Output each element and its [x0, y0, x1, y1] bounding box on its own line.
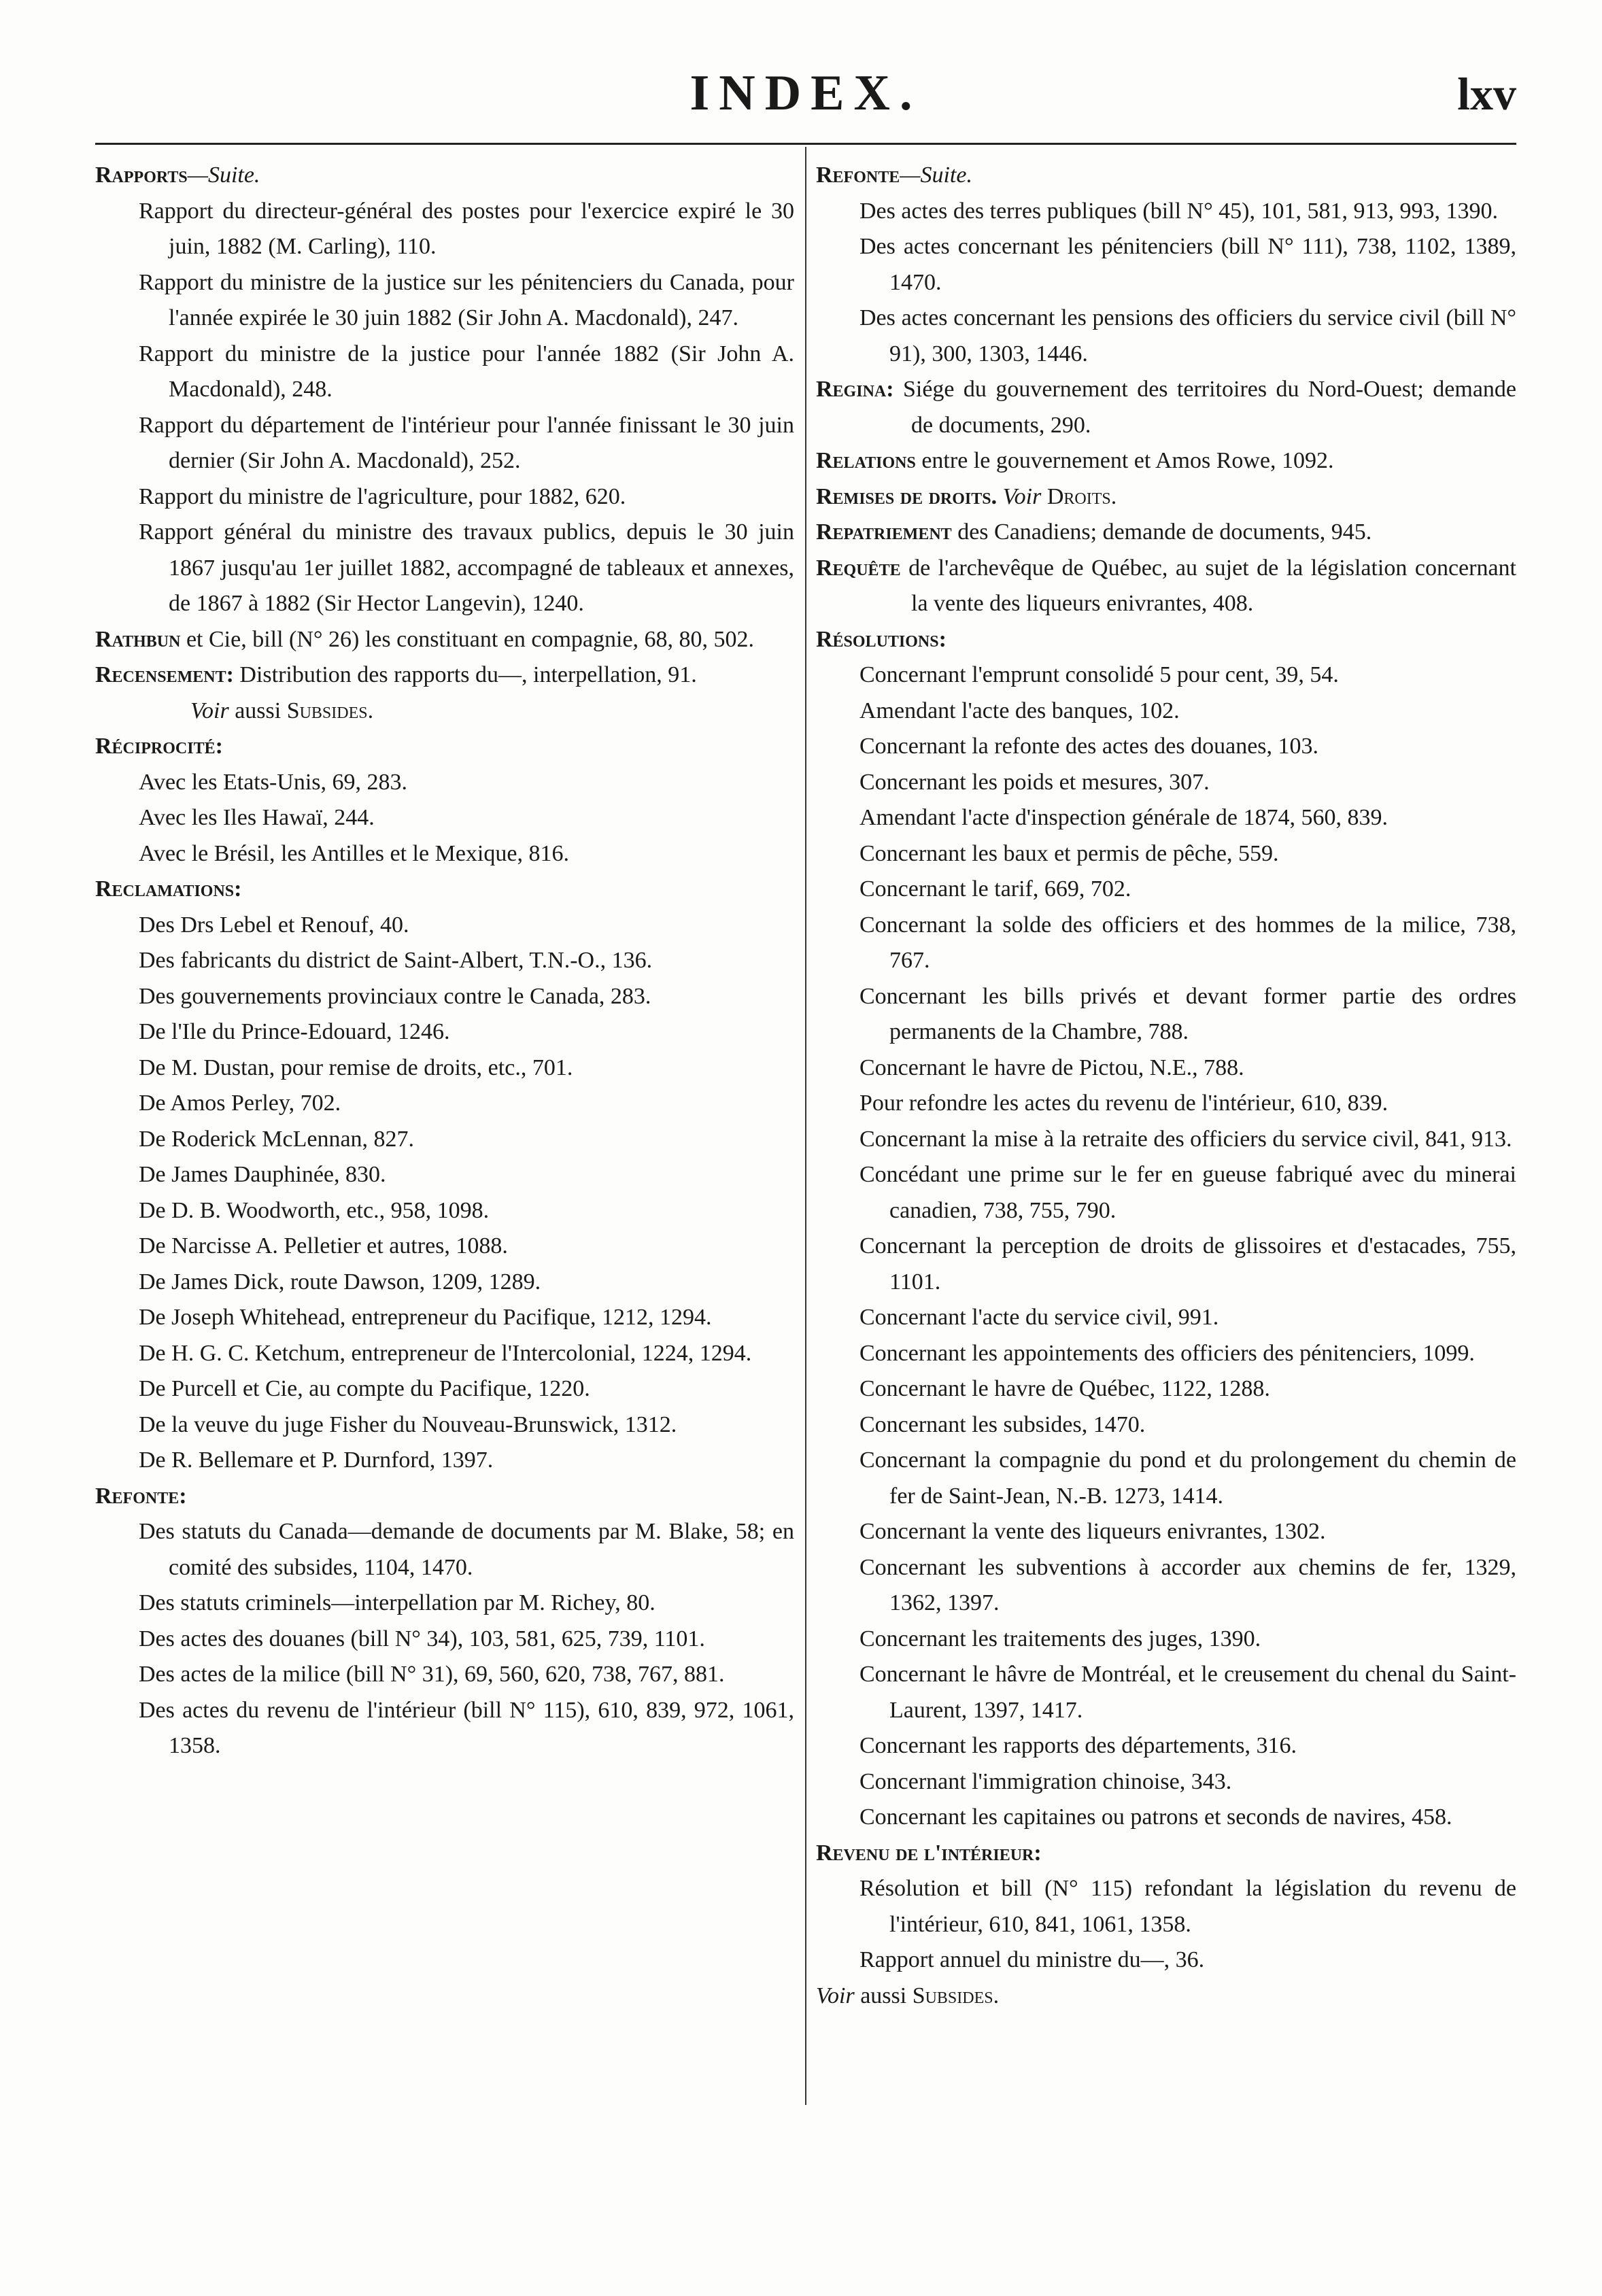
index-subentry: Des actes concernant les pensions des officiers du service civil (bill N° 91), 300, 1303, 1446. [859, 305, 1516, 366]
entry-heading [816, 372, 1516, 443]
see-also-line [95, 693, 794, 730]
index-subentry: De Amos Perley, 702. [139, 1091, 341, 1116]
entry-heading [95, 872, 794, 908]
index-subentry: Avec le Brésil, les Antilles et le Mexique, 816. [139, 840, 569, 866]
entry-term: Relations [816, 448, 916, 473]
index-subentry: De Joseph Whitehead, entrepreneur du Pacifique, 1212, 1294. [139, 1305, 712, 1330]
index-subentry: De Purcell et Cie, au compte du Pacifique, 1220. [139, 1376, 590, 1401]
index-subentry: Concernant les appointements des officiers des pénitenciers, 1099. [859, 1340, 1475, 1366]
right-column [816, 158, 1516, 2014]
index-subentry: Concernant l'acte du service civil, 991. [859, 1305, 1219, 1330]
index-subentry: Concernant le hâvre de Montréal, et le creusement du chenal du Saint-Laurent, 1397, 1417. [859, 1662, 1516, 1723]
index-subentry: De R. Bellemare et P. Durnford, 1397. [139, 1447, 494, 1473]
index-subentry: De James Dick, route Dawson, 1209, 1289. [139, 1269, 541, 1295]
index-entry [816, 479, 1516, 515]
entry-heading [95, 622, 794, 658]
index-subentry: Concernant l'immigration chinoise, 343. [859, 1768, 1232, 1794]
entry-term: Refonte: [95, 1483, 187, 1509]
index-subentry: Amendant l'acte des banques, 102. [859, 698, 1180, 723]
index-entry [95, 657, 794, 729]
entry-heading [816, 158, 1516, 194]
index-subentry: Rapport du ministre de la justice sur les pénitenciers du Canada, pour l'année expirée le 30 juin 1882 (Sir John A. Macdonald), 247. [139, 269, 794, 330]
index-subentry: Des actes de la milice (bill N° 31), 69, 560, 620, 738, 767, 881. [139, 1662, 725, 1687]
entry-term: Repatriement [816, 519, 952, 545]
page-title: INDEX. [689, 65, 922, 121]
index-entry [95, 1479, 794, 1764]
entry-term: Réciprocité: [95, 734, 223, 759]
index-subentry: Rapport du département de l'intérieur pour l'année finissant le 30 juin dernier (Sir John A. Macdonald), 252. [139, 412, 794, 473]
index-subentry: De la veuve du juge Fisher du Nouveau-Brunswick, 1312. [139, 1411, 677, 1437]
index-subentry: Concernant la vente des liqueurs enivrantes, 1302. [859, 1519, 1326, 1544]
voir-reference: Subsides. [912, 1983, 1000, 2008]
index-subentry: Avec les Etats-Unis, 69, 283. [139, 769, 408, 795]
entry-text: de l'archevêque de Québec, au sujet de la législation concernant la vente des liqueurs enivrantes, 408. [908, 555, 1516, 616]
index-subentry: Concernant la solde des officiers et des hommes de la milice, 738, 767. [859, 912, 1516, 973]
index-entry [95, 872, 794, 1479]
entry-heading [816, 1836, 1516, 1872]
index-subentry: Rapport général du ministre des travaux publics, depuis le 30 juin 1867 jusqu'au 1er juillet 1882, accompagné de tableaux et annexes, de 1867 à 1882 (Sir Hector Langevin), 1240. [139, 519, 794, 616]
index-subentry: Des Drs Lebel et Renouf, 40. [139, 912, 409, 938]
entry-continuation: —Suite. [187, 162, 260, 188]
index-subentry: Concernant les rapports des départements, 316. [859, 1733, 1297, 1758]
entry-term: Reclamations: [95, 876, 242, 902]
index-subentry: Des statuts criminels—interpellation par M. Richey, 80. [139, 1590, 655, 1615]
index-entry [816, 443, 1516, 479]
index-subentry: Concernant les subventions à accorder aux chemins de fer, 1329, 1362, 1397. [859, 1554, 1516, 1615]
index-subentry: De H. G. C. Ketchum, entrepreneur de l'Intercolonial, 1224, 1294. [139, 1340, 752, 1366]
index-subentry: Concernant les traitements des juges, 1390. [859, 1626, 1261, 1651]
entry-text: entre le gouvernement et Amos Rowe, 1092. [921, 448, 1334, 473]
entry-heading [95, 158, 794, 194]
index-subentry: De Narcisse A. Pelletier et autres, 1088. [139, 1233, 508, 1258]
entry-continuation: —Suite. [900, 162, 972, 188]
index-subentry: Concernant les capitaines ou patrons et seconds de navires, 458. [859, 1804, 1452, 1830]
entry-term: Résolutions: [816, 626, 947, 652]
index-subentry: De James Dauphinée, 830. [139, 1162, 386, 1187]
index-subentry: Concernant l'emprunt consolidé 5 pour cent, 39, 54. [859, 662, 1339, 687]
voir-reference: Subsides. [286, 698, 374, 723]
index-subentry: Des statuts du Canada—demande de documents par M. Blake, 58; en comité des subsides, 1104, 1470. [139, 1519, 794, 1580]
voir-label: Voir [1002, 483, 1042, 509]
index-entry [816, 158, 1516, 372]
index-subentry: Concédant une prime sur le fer en gueuse fabriqué avec du minerai canadien, 738, 755, 790. [859, 1162, 1516, 1223]
entry-term: Revenu de l'intérieur: [816, 1840, 1042, 1866]
index-subentry: Résolution et bill (N° 115) refondant la législation du revenu de l'intérieur, 610, 841, 1061, 1358. [859, 1876, 1516, 1937]
entry-heading [816, 622, 1516, 658]
entry-term: Refonte [816, 162, 900, 188]
index-entry [816, 1836, 1516, 2015]
index-subentry: Avec les Iles Hawaï, 244. [139, 805, 375, 830]
entry-term: Regina: [816, 377, 894, 402]
index-subentry: Concernant les bills privés et devant former partie des ordres permanents de la Chambre, 788. [859, 983, 1516, 1044]
index-subentry: Amendant l'acte d'inspection générale de 1874, 560, 839. [859, 805, 1388, 830]
index-entry [816, 551, 1516, 622]
entry-term: Requête [816, 555, 901, 581]
entry-heading [816, 515, 1516, 551]
voir-text: aussi [860, 1983, 907, 2008]
page-header [95, 65, 1516, 139]
header-rule [95, 143, 1516, 145]
entry-text: des Canadiens; demande de documents, 945. [957, 519, 1372, 545]
see-also-line [816, 1978, 1516, 2015]
index-subentry: Concernant la perception de droits de glissoires et d'estacades, 755, 1101. [859, 1233, 1516, 1295]
left-column [95, 158, 794, 1764]
entry-text: Distribution des rapports du—, interpellation, 91. [239, 662, 697, 687]
index-subentry: De D. B. Woodworth, etc., 958, 1098. [139, 1197, 490, 1223]
index-subentry: Concernant la compagnie du pond et du prolongement du chemin de fer de Saint-Jean, N.-B. 1273, 1414. [859, 1447, 1516, 1509]
index-subentry: Des actes des douanes (bill N° 34), 103, 581, 625, 739, 1101. [139, 1626, 705, 1651]
voir-text: aussi [235, 698, 282, 723]
index-subentry: Concernant la refonte des actes des douanes, 103. [859, 734, 1319, 759]
entry-heading [95, 1479, 794, 1515]
index-subentry: Rapport annuel du ministre du—, 36. [859, 1947, 1205, 1972]
index-subentry: Concernant les poids et mesures, 307. [859, 769, 1210, 795]
index-subentry: Des actes des terres publiques (bill N° 45), 101, 581, 913, 993, 1390. [859, 198, 1499, 224]
index-subentry: Des fabricants du district de Saint-Albert, T.N.-O., 136. [139, 948, 653, 973]
entry-heading [816, 443, 1516, 479]
index-entry [95, 729, 794, 872]
entry-heading [95, 657, 794, 693]
entry-term: Recensement: [95, 662, 234, 687]
index-subentry: Concernant le tarif, 669, 702. [859, 876, 1131, 902]
index-subentry: Concernant les baux et permis de pêche, 559. [859, 840, 1279, 866]
entry-term: Rapports [95, 162, 188, 188]
voir-label: Voir [190, 698, 229, 723]
index-subentry: Des actes du revenu de l'intérieur (bill N° 115), 610, 839, 972, 1061, 1358. [139, 1697, 794, 1758]
index-subentry: Concernant le havre de Québec, 1122, 1288. [859, 1376, 1270, 1401]
index-subentry: Concernant la mise à la retraite des officiers du service civil, 841, 913. [859, 1126, 1512, 1152]
index-entry [816, 622, 1516, 1836]
index-subentry: De Roderick McLennan, 827. [139, 1126, 415, 1152]
index-subentry: Pour refondre les actes du revenu de l'intérieur, 610, 839. [859, 1091, 1388, 1116]
index-subentry: Concernant les subsides, 1470. [859, 1411, 1146, 1437]
entry-text: et Cie, bill (N° 26) les constituant en compagnie, 68, 80, 502. [186, 626, 755, 652]
entry-heading [95, 729, 794, 765]
entry-heading [816, 479, 1516, 515]
entry-text: Siége du gouvernement des territoires du Nord-Ouest; demande de documents, 290. [902, 377, 1516, 438]
index-entry [95, 158, 794, 622]
index-subentry: Rapport du ministre de la justice pour l'année 1882 (Sir John A. Macdonald), 248. [139, 341, 794, 402]
index-subentry: Des actes concernant les pénitenciers (bill N° 111), 738, 1102, 1389, 1470. [859, 234, 1516, 295]
column-divider [805, 147, 806, 2105]
index-subentry: De M. Dustan, pour remise de droits, etc., 701. [139, 1055, 573, 1080]
entry-term: Remises de droits. [816, 483, 998, 509]
voir-label: Voir [816, 1983, 855, 2008]
index-subentry: De l'Ile du Prince-Edouard, 1246. [139, 1019, 450, 1044]
index-subentry: Concernant le havre de Pictou, N.E., 788. [859, 1055, 1244, 1080]
voir-reference: Droits. [1046, 483, 1117, 509]
index-subentry: Rapport du ministre de l'agriculture, pour 1882, 620. [139, 483, 626, 509]
index-entry [95, 622, 794, 658]
index-entry [816, 515, 1516, 551]
entry-heading [816, 551, 1516, 622]
index-subentry: Des gouvernements provinciaux contre le Canada, 283. [139, 983, 651, 1009]
page-number: lxv [1457, 68, 1516, 120]
index-entry [816, 372, 1516, 443]
index-subentry: Rapport du directeur-général des postes pour l'exercice expiré le 30 juin, 1882 (M. Carling), 110. [139, 198, 794, 259]
entry-term: Rathbun [95, 626, 181, 652]
